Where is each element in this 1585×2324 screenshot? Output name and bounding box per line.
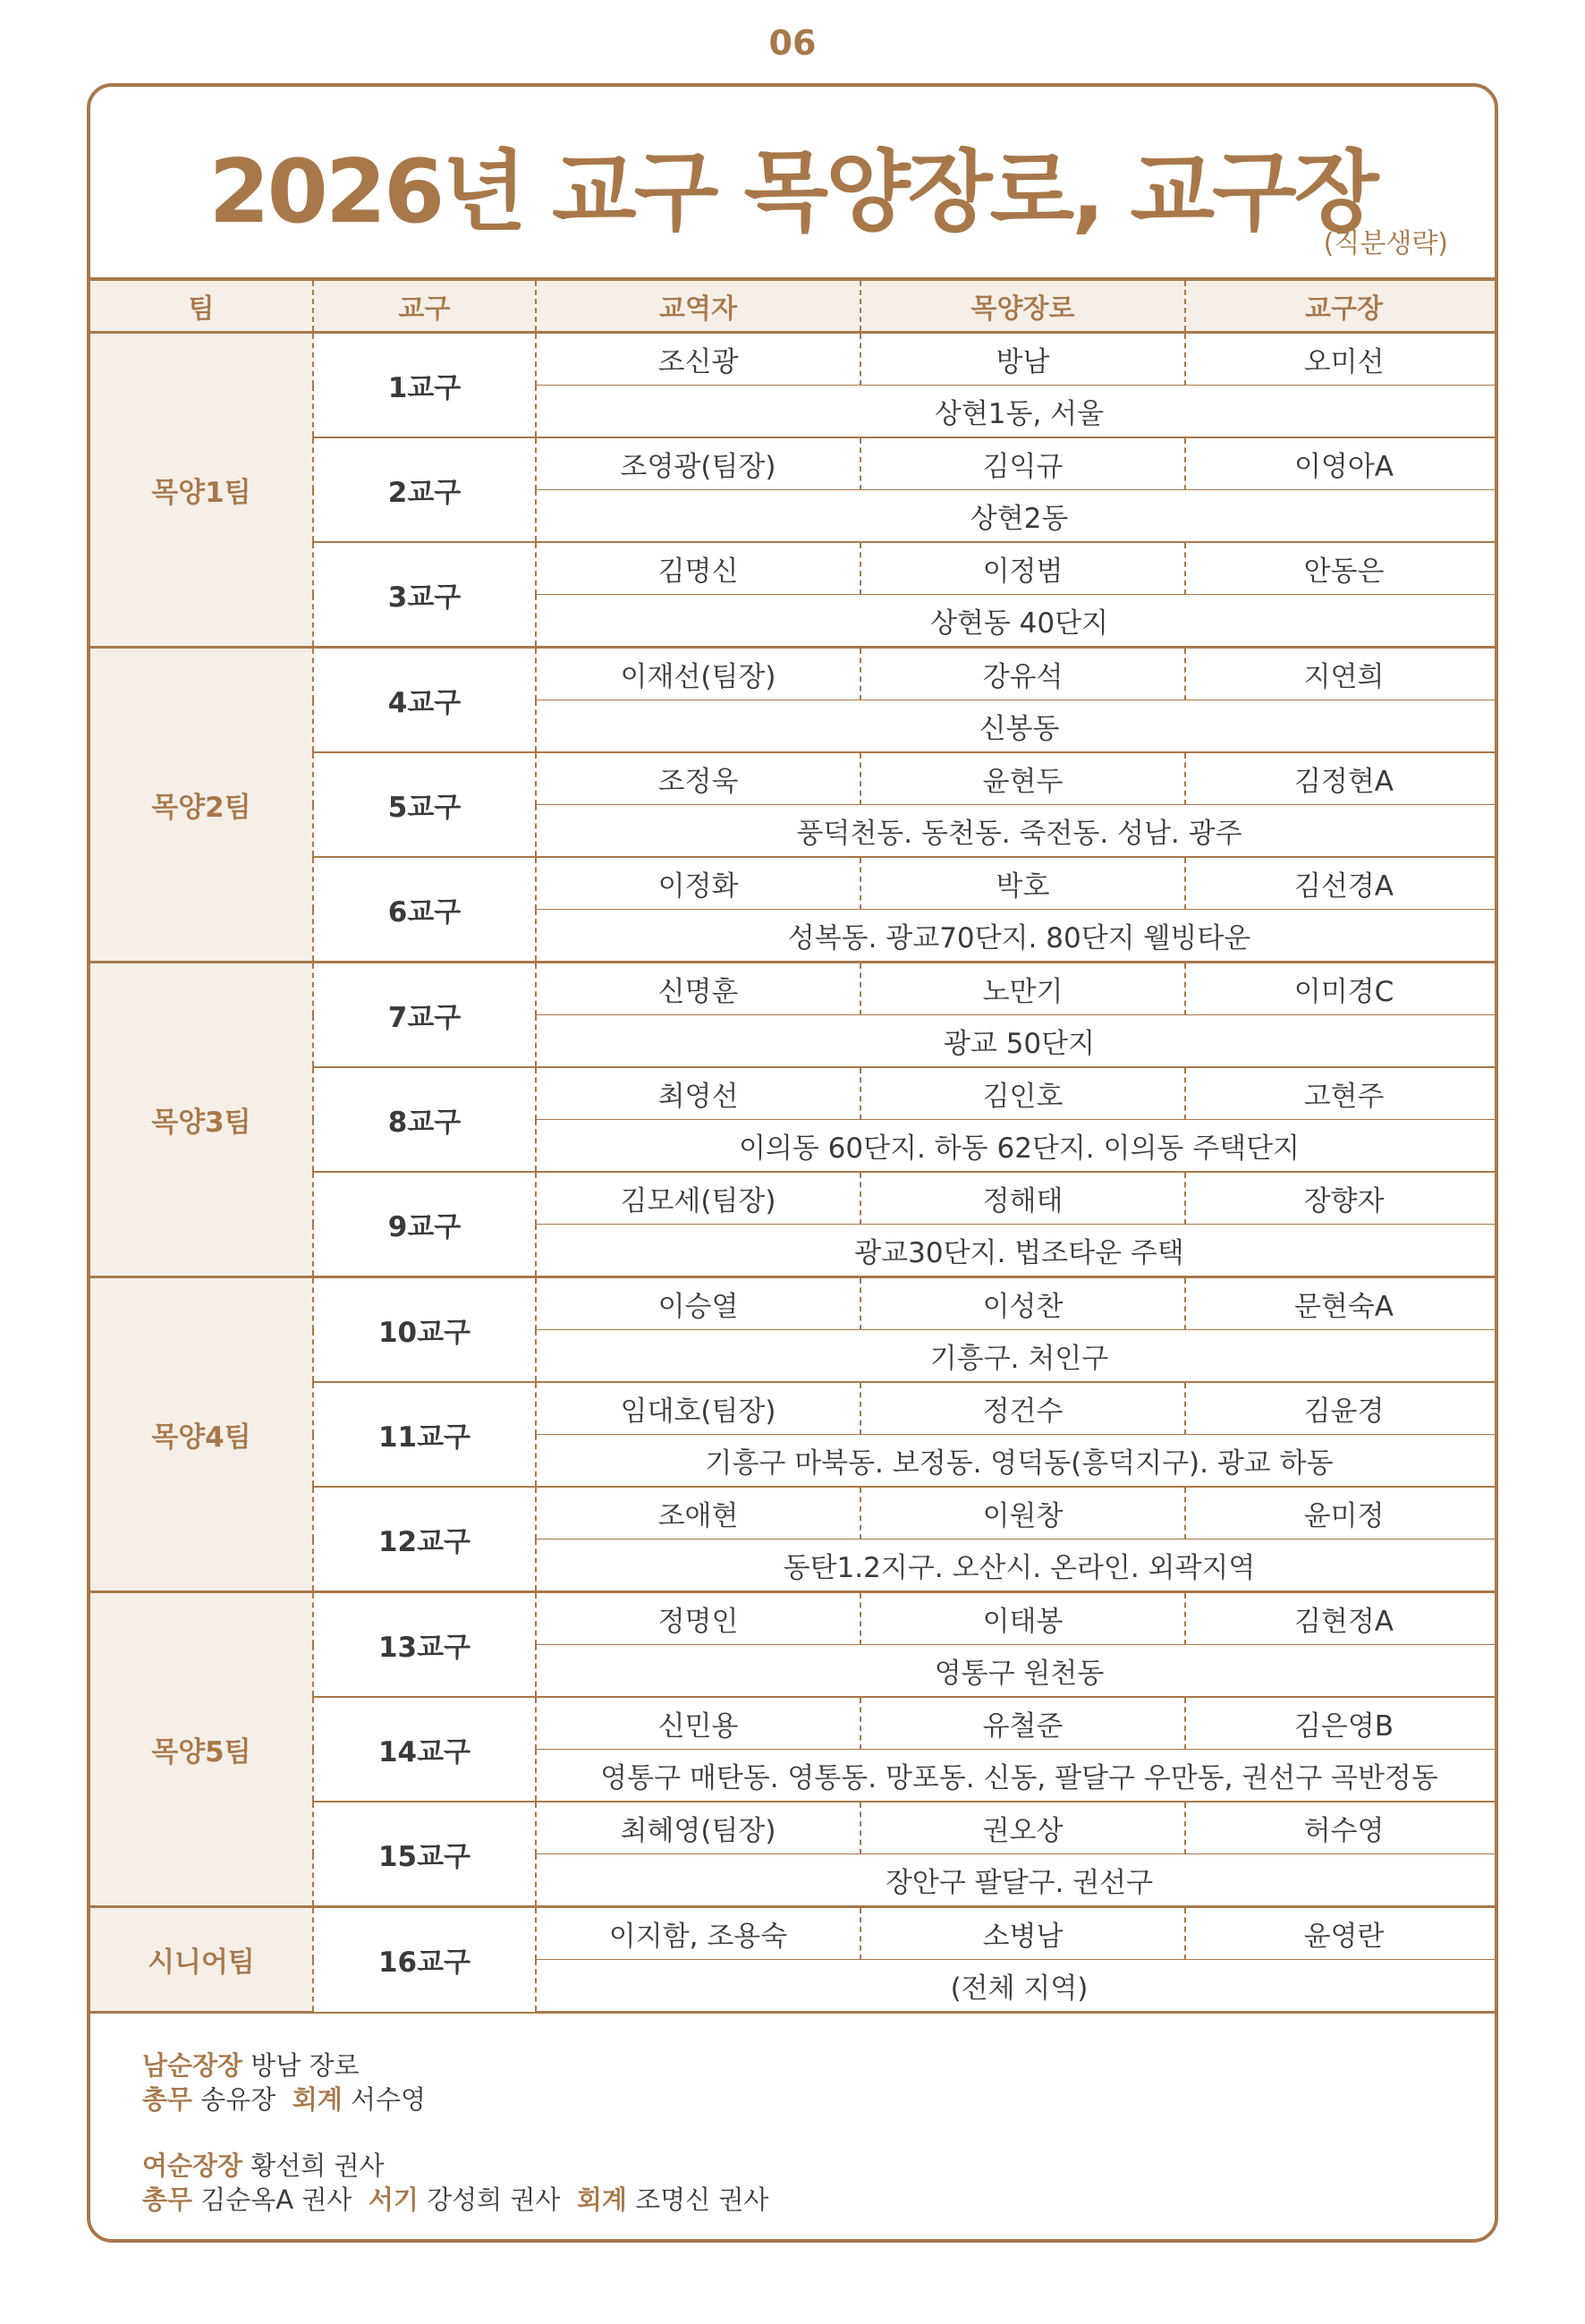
district-name: 1교구 — [313, 333, 536, 438]
men-head-line — [142, 2048, 768, 2082]
district-area: 신봉동 — [536, 700, 1498, 753]
pastor-name: 조영광(팀장) — [536, 437, 860, 490]
district-area: 기흥구. 처인구 — [536, 1330, 1498, 1383]
women-account-value: 조명신 권사 — [635, 2184, 769, 2215]
pastor-name: 최영선 — [536, 1067, 860, 1120]
team-group — [90, 963, 1498, 1277]
elder-name: 김인호 — [860, 1067, 1185, 1120]
pastor-name: 김명신 — [536, 542, 860, 595]
district-name: 9교구 — [313, 1172, 536, 1277]
page-subtitle: (직분생략) — [1323, 228, 1448, 259]
district-area: 상현1동, 서울 — [536, 386, 1498, 438]
elder-name: 이원창 — [860, 1487, 1185, 1539]
team-name: 시니어팀 — [90, 1907, 313, 2013]
district-name: 7교구 — [313, 963, 536, 1068]
leader-name: 안동은 — [1185, 542, 1498, 595]
team-name: 목양5팀 — [90, 1592, 313, 1907]
pastor-name: 신민용 — [536, 1697, 860, 1750]
women-secretary-value: 강성희 권사 — [427, 2184, 561, 2215]
column-header-leader: 교구장 — [1185, 279, 1498, 333]
column-header-pastor: 교역자 — [536, 279, 860, 333]
pastor-name: 조정욱 — [536, 752, 860, 805]
district-name: 11교구 — [313, 1382, 536, 1487]
district-name: 6교구 — [313, 857, 536, 963]
district-area: 광교30단지. 법조타운 주택 — [536, 1225, 1498, 1277]
men-head-value: 방남 장로 — [250, 2050, 360, 2081]
team-group — [90, 1592, 1498, 1907]
leader-name: 오미선 — [1185, 333, 1498, 386]
district-name: 2교구 — [313, 437, 536, 542]
men-general-label: 총무 — [142, 2084, 193, 2115]
table-row — [90, 1277, 1498, 1330]
district-name: 8교구 — [313, 1067, 536, 1172]
district-name: 10교구 — [313, 1277, 536, 1383]
table-row — [90, 333, 1498, 386]
leader-name: 이미경C — [1185, 963, 1498, 1015]
district-name: 14교구 — [313, 1697, 536, 1802]
women-head-value: 황선희 권사 — [250, 2150, 385, 2181]
elder-name: 노만기 — [860, 963, 1185, 1015]
men-general-value: 송유장 — [200, 2084, 276, 2115]
district-area: 풍덕천동. 동천동. 죽전동. 성남. 광주 — [536, 805, 1498, 858]
team-group — [90, 1277, 1498, 1592]
elder-name: 이성찬 — [860, 1277, 1185, 1330]
table-row — [90, 1907, 1498, 1960]
elder-name: 소병남 — [860, 1907, 1185, 1960]
elder-name: 박호 — [860, 857, 1185, 910]
column-header-district: 교구 — [313, 279, 536, 333]
roster-frame — [87, 83, 1498, 2243]
district-area: 영통구 매탄동. 영통동. 망포동. 신동, 팔달구 우만동, 권선구 곡반정동 — [536, 1750, 1498, 1802]
pastor-name: 임대호(팀장) — [536, 1382, 860, 1435]
pastor-name: 정명인 — [536, 1592, 860, 1645]
team-name: 목양4팀 — [90, 1277, 313, 1592]
women-account-label: 회계 — [576, 2184, 627, 2215]
district-area: (전체 지역) — [536, 1960, 1498, 2013]
pastor-name: 조애현 — [536, 1487, 860, 1539]
elder-name: 방남 — [860, 333, 1185, 386]
column-header-elder: 목양장로 — [860, 279, 1185, 333]
leader-name: 고현주 — [1185, 1067, 1498, 1120]
women-staff-line — [142, 2183, 768, 2217]
women-general-value: 김순옥A 권사 — [200, 2184, 352, 2215]
men-staff-line — [142, 2082, 768, 2116]
district-name: 13교구 — [313, 1592, 536, 1698]
elder-name: 김익규 — [860, 437, 1185, 490]
pastor-name: 이승열 — [536, 1277, 860, 1330]
pastor-name: 신명훈 — [536, 963, 860, 1015]
pastor-name: 이재선(팀장) — [536, 648, 860, 700]
leader-name: 김은영B — [1185, 1697, 1498, 1750]
page-number: 06 — [768, 23, 817, 63]
pastor-name: 이정화 — [536, 857, 860, 910]
women-head-line — [142, 2149, 768, 2183]
leader-name: 장향자 — [1185, 1172, 1498, 1225]
men-head-label: 남순장장 — [142, 2050, 243, 2081]
pastor-name: 최혜영(팀장) — [536, 1802, 860, 1854]
column-header-team: 팀 — [90, 279, 313, 333]
district-area: 광교 50단지 — [536, 1015, 1498, 1068]
district-name: 5교구 — [313, 752, 536, 857]
table-row — [90, 648, 1498, 700]
district-name: 12교구 — [313, 1487, 536, 1592]
table-row — [90, 963, 1498, 1015]
district-area: 상현2동 — [536, 490, 1498, 543]
men-account-label: 회계 — [292, 2084, 343, 2115]
district-name: 15교구 — [313, 1802, 536, 1907]
elder-name: 권오상 — [860, 1802, 1185, 1854]
elder-name: 윤현두 — [860, 752, 1185, 805]
team-group — [90, 648, 1498, 963]
district-name: 3교구 — [313, 542, 536, 648]
women-general-label: 총무 — [142, 2184, 193, 2215]
district-area: 동탄1.2지구. 오산시. 온라인. 외곽지역 — [536, 1539, 1498, 1592]
elder-name: 강유석 — [860, 648, 1185, 700]
district-area: 이의동 60단지. 하동 62단지. 이의동 주택단지 — [536, 1120, 1498, 1173]
elder-name: 이정범 — [860, 542, 1185, 595]
elder-name: 유철준 — [860, 1697, 1185, 1750]
team-name: 목양2팀 — [90, 648, 313, 963]
district-name: 16교구 — [313, 1907, 536, 2013]
table-row — [90, 1592, 1498, 1645]
district-area: 영통구 원천동 — [536, 1645, 1498, 1698]
page-title: 2026년 교구 목양장로, 교구장 — [208, 141, 1377, 243]
elder-name: 이태봉 — [860, 1592, 1185, 1645]
roster-table — [90, 277, 1498, 2014]
leader-name: 지연희 — [1185, 648, 1498, 700]
district-area: 상현동 40단지 — [536, 595, 1498, 648]
district-area: 성복동. 광교70단지. 80단지 웰빙타운 — [536, 910, 1498, 963]
leader-name: 김정현A — [1185, 752, 1498, 805]
table-header-row — [90, 279, 1498, 333]
leader-name: 김윤경 — [1185, 1382, 1498, 1435]
elder-name: 정건수 — [860, 1382, 1185, 1435]
district-area: 기흥구 마북동. 보정동. 영덕동(흥덕지구). 광교 하동 — [536, 1435, 1498, 1488]
team-group — [90, 1907, 1498, 2013]
leader-name: 윤미정 — [1185, 1487, 1498, 1539]
elder-name: 정해태 — [860, 1172, 1185, 1225]
pastor-name: 김모세(팀장) — [536, 1172, 860, 1225]
district-name: 4교구 — [313, 648, 536, 753]
leader-name: 이영아A — [1185, 437, 1498, 490]
leader-name: 김선경A — [1185, 857, 1498, 910]
men-account-value: 서수영 — [350, 2084, 427, 2115]
leader-name: 허수영 — [1185, 1802, 1498, 1854]
women-secretary-label: 서기 — [368, 2184, 419, 2215]
leader-name: 김현정A — [1185, 1592, 1498, 1645]
team-name: 목양1팀 — [90, 333, 313, 648]
pastor-name: 이지함, 조용숙 — [536, 1907, 860, 1960]
team-name: 목양3팀 — [90, 963, 313, 1277]
team-group — [90, 333, 1498, 648]
women-head-label: 여순장장 — [142, 2150, 243, 2181]
leader-name: 문현숙A — [1185, 1277, 1498, 1330]
district-area: 장안구 팔달구. 권선구 — [536, 1854, 1498, 1907]
committee-footer — [142, 2048, 768, 2217]
leader-name: 윤영란 — [1185, 1907, 1498, 1960]
pastor-name: 조신광 — [536, 333, 860, 386]
